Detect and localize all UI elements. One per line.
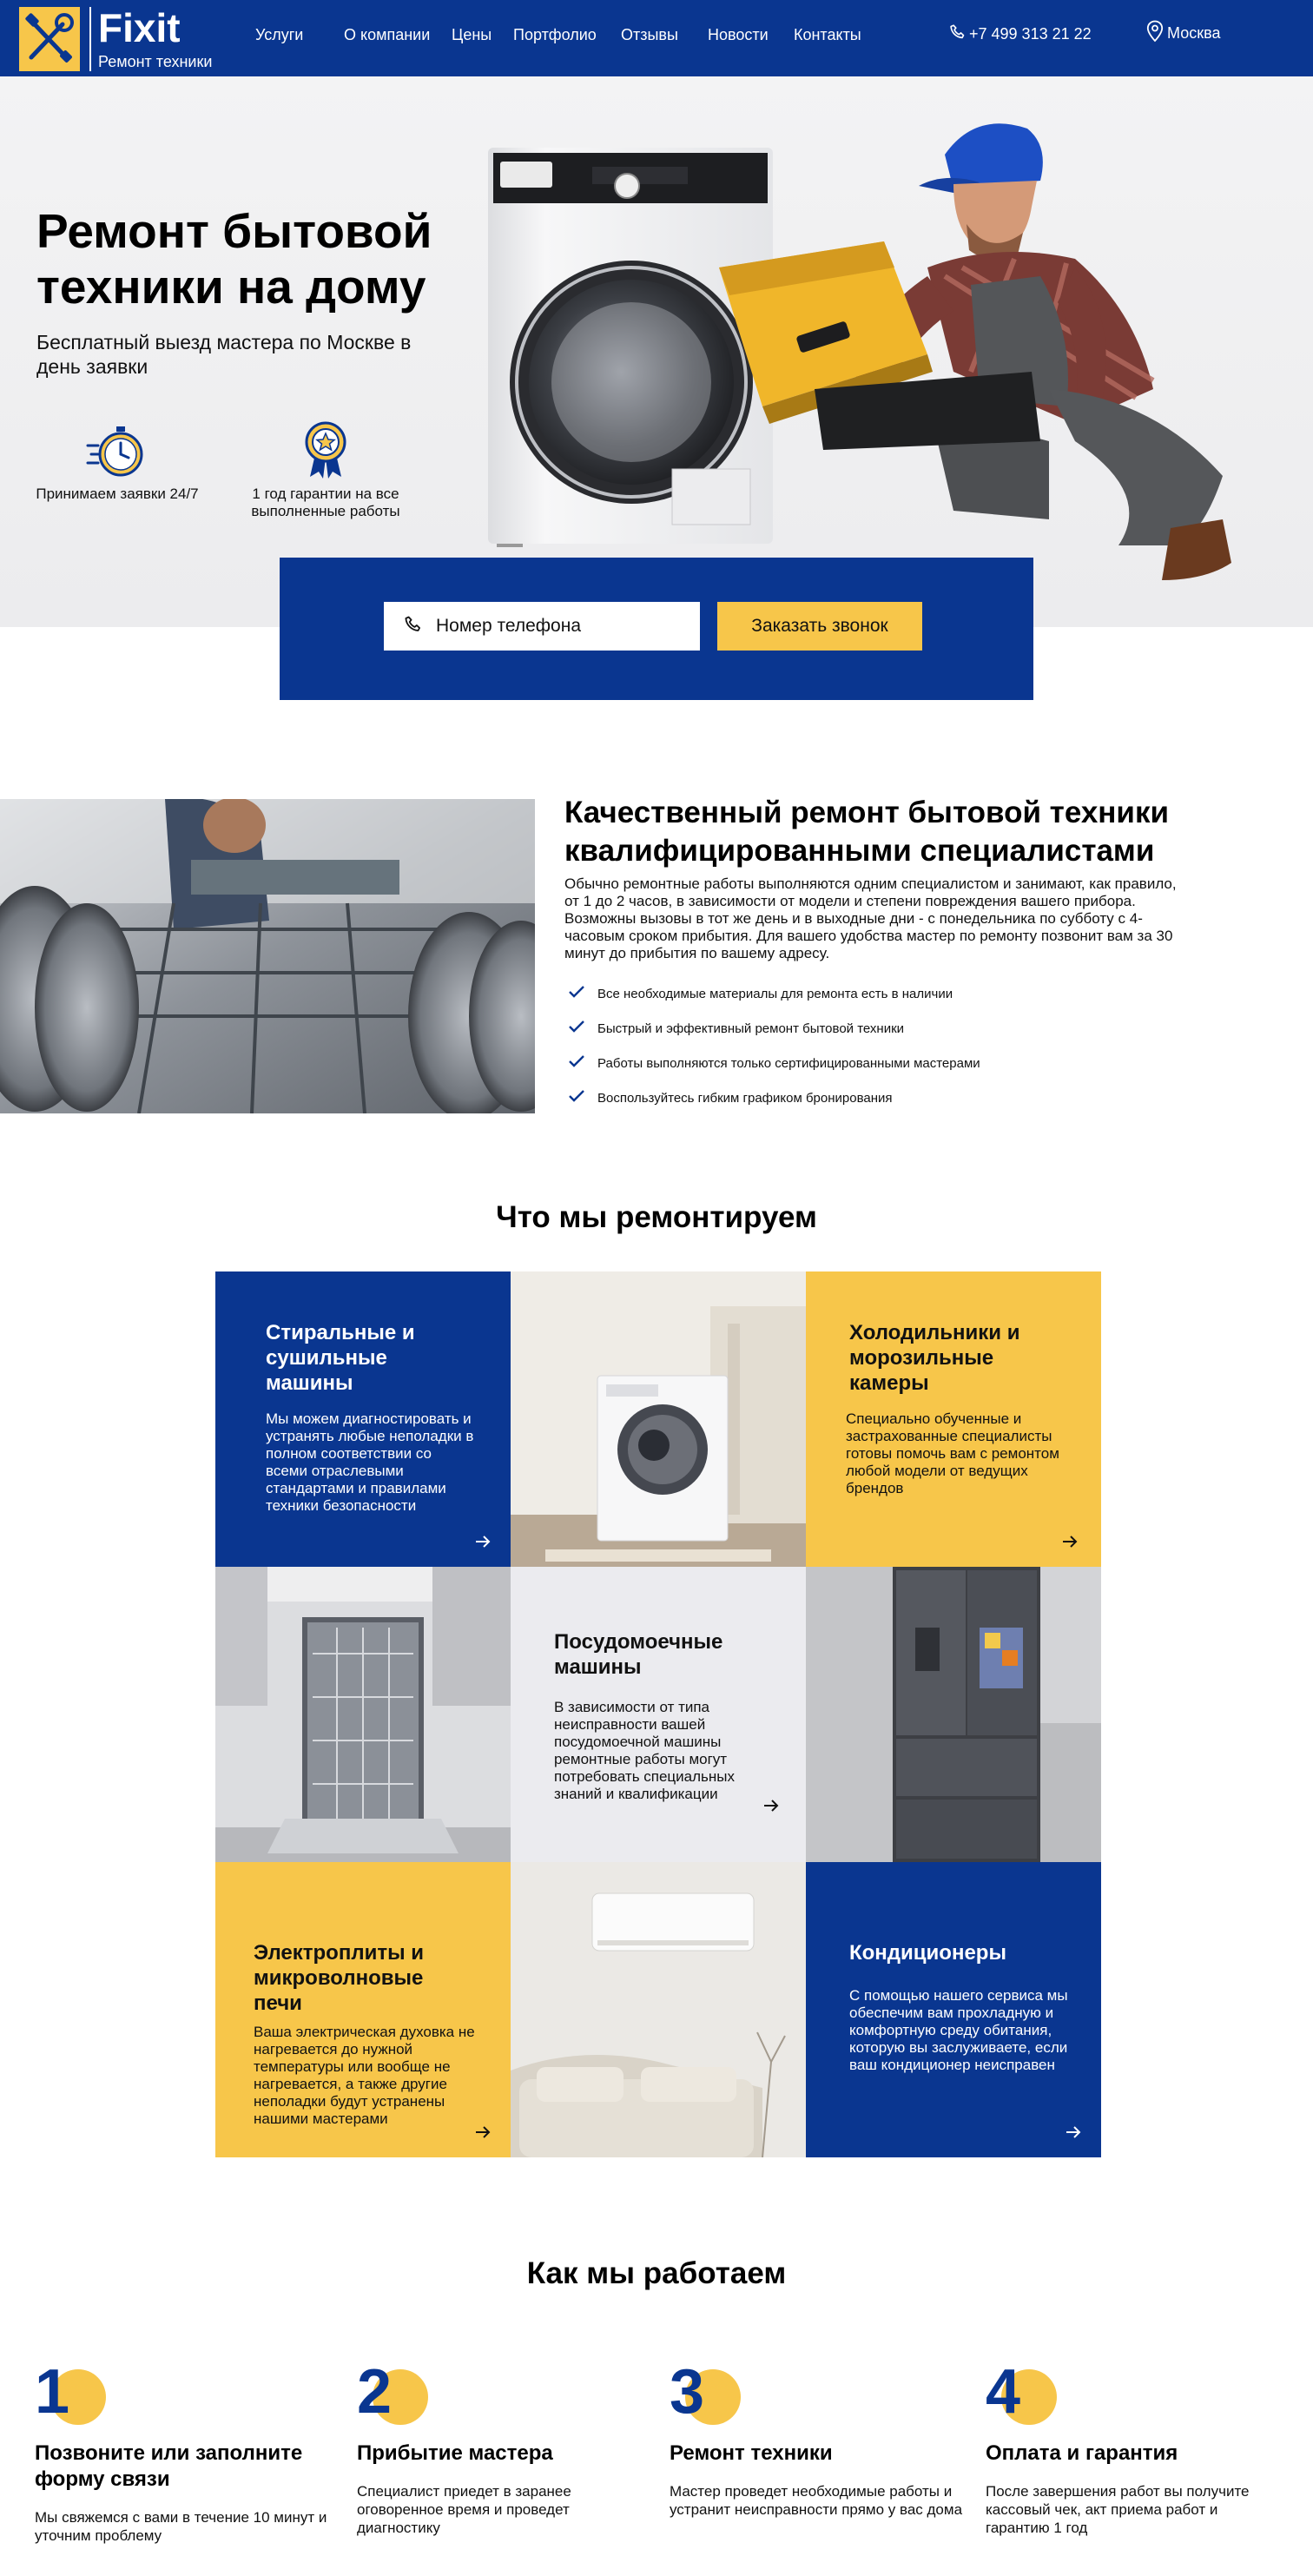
step-title: Оплата и гарантия (986, 2441, 1178, 2465)
hero-section (0, 76, 1313, 627)
site-header (0, 0, 1313, 76)
nav-link-portfolio[interactable]: Портфолио (513, 26, 597, 43)
repair-card-desc: Ваша электрическая духовка не нагревается до нужной температуры или вообще не нагревается, а также другие неполадки будут устранены нашими мастерами (254, 2024, 475, 2127)
nav-link-news[interactable]: Новости (708, 26, 769, 43)
callback-form (280, 558, 1033, 700)
step-card (35, 2355, 330, 2545)
feature-warranty (234, 419, 417, 520)
checkmark-icon (568, 1089, 585, 1106)
header-city[interactable] (1146, 21, 1220, 45)
checklist-item-text: Быстрый и эффективный ремонт бытовой техники (597, 1020, 905, 1036)
step-desc: Мастер проведет необходимые работы и устранит неисправности прямо у вас дома (670, 2483, 963, 2518)
phone-icon (403, 614, 424, 639)
step-number-badge (986, 2355, 1064, 2434)
nav-link-contacts[interactable]: Контакты (794, 26, 861, 43)
repair-card-washers[interactable] (215, 1271, 511, 1567)
feature-24-7 (35, 419, 200, 503)
nav-link-reviews[interactable]: Отзывы (621, 26, 678, 43)
header-city-name: Москва (1167, 23, 1221, 42)
repair-card-conditioners[interactable] (806, 1862, 1101, 2157)
washer-dryer-photo (511, 1271, 806, 1567)
logo-divider (89, 7, 91, 71)
hero-subtitle: Бесплатный выезд мастера по Москве в день заявки (36, 331, 412, 378)
repair-card-desc: Специально обученные и застрахованные специалисты готовы помочь вам с ремонтом любой модели от ведущих брендов (846, 1410, 1059, 1496)
nav-link-services[interactable]: Услуги (255, 26, 304, 43)
quality-title: Качественный ремонт бытовой техники квалифицированными специалистами (564, 796, 1169, 868)
step-title: Позвоните или заполните форму связи (35, 2441, 303, 2491)
nav-link-about[interactable]: О компании (344, 26, 431, 43)
checklist-item (568, 1054, 980, 1072)
repair-section-title: Что мы ремонтируем (496, 1200, 817, 1234)
checklist-item (568, 1089, 893, 1106)
logo-name[interactable]: Fixit (98, 5, 181, 50)
logo-tools-icon[interactable] (19, 7, 80, 71)
checkmark-icon (568, 985, 585, 1002)
checkmark-icon (568, 1054, 585, 1072)
header-phone-number: +7 499 313 21 22 (969, 24, 1092, 43)
checklist-item-text: Работы выполняются только сертифицированными мастерами (597, 1055, 980, 1071)
repair-card-desc: Мы можем диагностировать и устранять любые неполадки в полном соответствии со всеми отраслевыми стандартами и правилами техники безопасности (266, 1410, 474, 1514)
checklist-item-text: Все необходимые материалы для ремонта есть в наличии (597, 986, 953, 1001)
repair-card-title: Посудомоечные машины (554, 1630, 723, 1679)
step-card (357, 2355, 652, 2537)
repair-card-title: Стиральные и сушильные машины (266, 1321, 415, 1395)
dishwasher-repair-image (0, 799, 535, 1113)
checkmark-icon (568, 1020, 585, 1037)
repair-card-desc: В зависимости от типа неисправности вашей посудомоечной машины ремонтные работы могут потребовать специальных знаний и квалификации (554, 1699, 736, 1802)
repair-card-title: Холодильники и морозильные камеры (849, 1321, 1020, 1395)
step-number: 2 (357, 2357, 393, 2427)
step-number-badge (35, 2355, 113, 2434)
dishwasher-photo (215, 1567, 511, 1862)
arrow-right-icon[interactable] (474, 2124, 492, 2144)
step-number-badge (357, 2355, 435, 2434)
step-card (986, 2355, 1281, 2537)
repair-card-fridges[interactable] (806, 1271, 1101, 1567)
repair-card-title: Электроплиты и микроволновые печи (254, 1941, 425, 2015)
phone-input[interactable] (436, 616, 679, 637)
hero-title: Ремонт бытовой техники на дому (36, 204, 432, 314)
arrow-right-icon[interactable] (762, 1798, 780, 1818)
repairman-image (667, 111, 1292, 627)
location-pin-icon (1146, 20, 1164, 47)
quality-body: Обычно ремонтные работы выполняются одним специалистом и занимают, как правило, от 1 до 2 часов, в зависимости от модели и степени повреждения вашего прибора. Возможны вызовы в тот же день и в выходные дни - с понедельника по субботу с 4-часовым сроком прибытия. Для вашего удобства мастер по ремонту позвонит вам за 30 минут до прибытия по вашему адресу. (564, 875, 1177, 961)
nav-link-prices[interactable]: Цены (452, 26, 492, 43)
step-number: 4 (986, 2357, 1021, 2427)
fridge-photo (806, 1567, 1101, 1862)
feature-24-7-text: Принимаем заявки 24/7 (36, 485, 199, 502)
step-title: Ремонт техники (670, 2441, 833, 2465)
award-icon (234, 419, 417, 485)
stopwatch-icon (35, 419, 200, 485)
checklist-item (568, 1020, 904, 1037)
phone-icon (948, 23, 967, 46)
repair-grid (215, 1271, 1101, 2157)
arrow-right-icon[interactable] (1061, 1534, 1079, 1554)
arrow-right-icon[interactable] (1065, 2124, 1082, 2144)
arrow-right-icon[interactable] (474, 1534, 492, 1554)
step-number-badge (670, 2355, 748, 2434)
step-desc: Специалист приедет в заранее оговоренное время и проведет диагностику (357, 2483, 571, 2536)
step-desc: После завершения работ вы получите кассовый чек, акт приема работ и гарантию 1 год (986, 2483, 1250, 2536)
header-phone[interactable] (948, 23, 1092, 45)
steps-section-title: Как мы работаем (526, 2256, 787, 2290)
step-desc: Мы свяжемся с вами в течение 10 минут и уточним проблему (35, 2509, 327, 2544)
repair-card-stoves[interactable] (215, 1862, 511, 2157)
phone-field[interactable] (384, 602, 700, 651)
step-number: 1 (35, 2357, 70, 2427)
repair-card-title: Кондиционеры (849, 1941, 1006, 1965)
order-call-button[interactable]: Заказать звонок (717, 602, 922, 651)
repair-card-desc: С помощью нашего сервиса мы обеспечим вам прохладную и комфортную среду обитания, которую вы заслуживаете, если ваш кондиционер неисправен (849, 1987, 1068, 2073)
air-conditioner-photo (511, 1862, 806, 2157)
step-title: Прибытие мастера (357, 2441, 553, 2465)
checklist-item-text: Воспользуйтесь гибким графиком бронирования (597, 1090, 893, 1106)
feature-warranty-text: 1 год гарантии на все выполненные работы (251, 485, 400, 519)
logo-tagline: Ремонт техники (98, 53, 213, 70)
step-number: 3 (670, 2357, 705, 2427)
repair-card-dishwashers[interactable] (511, 1567, 806, 1862)
checklist-item (568, 985, 953, 1002)
step-card (670, 2355, 965, 2519)
